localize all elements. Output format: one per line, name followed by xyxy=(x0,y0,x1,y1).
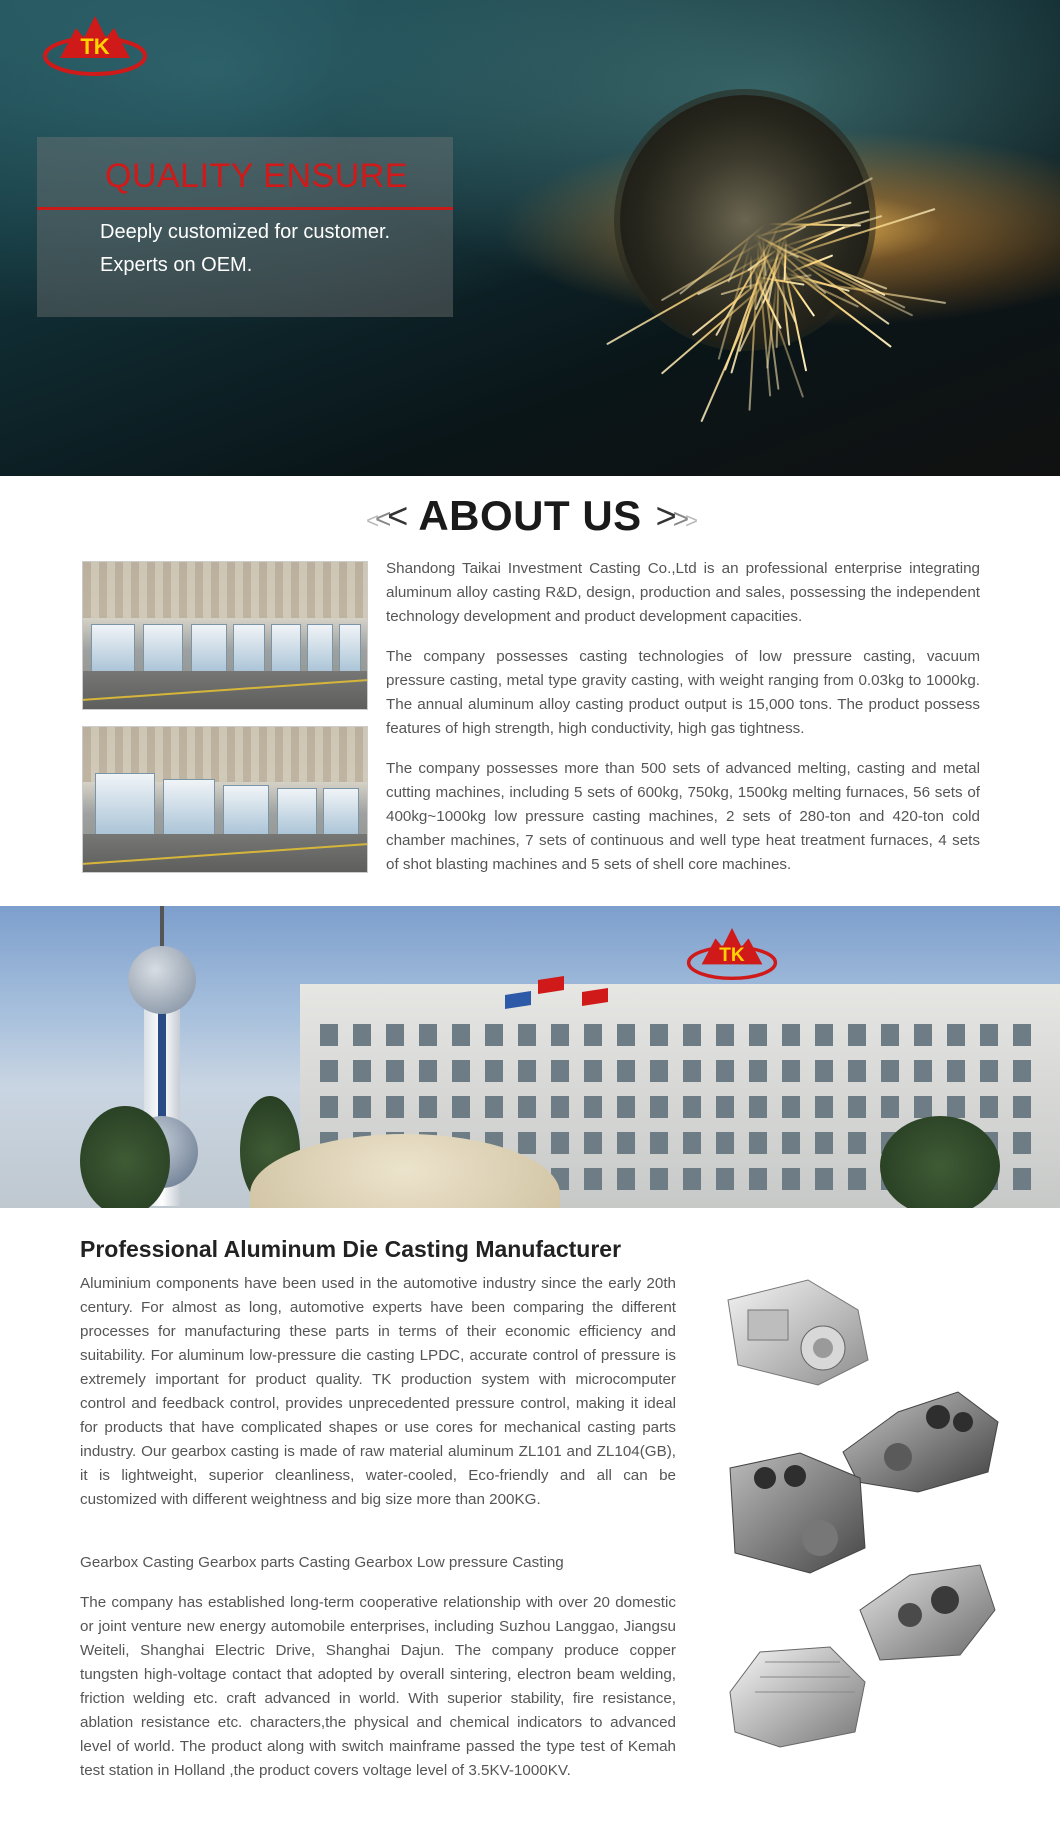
about-paragraph-1: Shandong Taikai Investment Casting Co.,Ltd is an professional enterprise integrating aluminum alloy casting R&D, design, production and sales, possessing the independent technology development and product development capacities. xyxy=(386,560,980,625)
factory-photo-1 xyxy=(82,561,368,710)
casting-part-icon xyxy=(718,1270,878,1390)
chevron-left-icon: <<< xyxy=(366,495,405,536)
svg-text:TK: TK xyxy=(719,944,745,966)
casting-part-icon xyxy=(720,1642,870,1752)
casting-part-icon xyxy=(850,1560,1000,1670)
tk-logo-icon xyxy=(686,926,778,982)
products-paragraph-1: Aluminium components have been used in the automotive industry since the early 20th century. For almost as long, automotive experts have been comparing the different processes for manufacturing these parts in terms of their economic efficiency and suitability. For aluminum low-pressure die casting LPDC, accurate control of pressure is extremely important for product quality. TK production system with microcomputer control and feedback control, provides unprecedented pressure control, making it ideal for products that have complicated shapes or use cores for mechanical casting parts industry. Our gearbox casting is made of raw material aluminum ZL101 and ZL104(GB), it is lightweight, superior cleanliness, water-cooled, Eco-friendly and all can be customized with different weightness and big size more than 200KG. xyxy=(80,1275,676,1508)
flag-icon xyxy=(538,976,564,994)
hero-line-2: Experts on OEM. xyxy=(100,254,253,276)
flag-icon xyxy=(582,988,608,1006)
about-paragraph-3: The company possesses more than 500 sets of advanced melting, casting and metal cutting machines, including 5 sets of 600kg, 750kg, 1500kg melting furnaces, 56 sets of 400kg~1000kg low pressure casting machines, 2 sets of 280-ton and 420-ton cold chamber machines, 7 sets of continuous and well type heat treatment furnaces, 4 sets of shot blasting machines and 5 sets of shell core machines. xyxy=(386,760,980,873)
chevron-right-icon: >>> xyxy=(655,495,694,536)
about-paragraph-2: The company possesses casting technologies of low pressure casting, vacuum pressure casting, metal type gravity casting, with weight ranging from 0.03kg to 1000kg. The annual aluminum alloy casting product output is 15,000 tons. The product possess features of high strength, high conductivity, high gas tightness. xyxy=(386,648,980,737)
factory-photo-2 xyxy=(82,726,368,873)
about-title: ABOUT US xyxy=(418,492,642,539)
products-title: Professional Aluminum Die Casting Manufacturer xyxy=(80,1236,622,1262)
svg-text:TK: TK xyxy=(80,34,110,59)
hero-caption-box xyxy=(37,137,453,317)
about-heading xyxy=(0,492,1060,544)
casting-part-icon xyxy=(720,1448,870,1578)
products-keywords: Gearbox Casting Gearbox parts Casting Gearbox Low pressure Casting xyxy=(80,1554,564,1571)
hero-banner xyxy=(0,0,1060,476)
flag-icon xyxy=(505,991,531,1009)
hero-title-rule xyxy=(37,207,453,210)
tk-logo-icon xyxy=(42,14,148,78)
company-building-photo xyxy=(0,906,1060,1208)
products-paragraph-2: The company has established long-term cooperative relationship with over 20 domestic or joint venture new energy automobile enterprises, including Suzhou Langgao, Jiangsu Weiteli, Shanghai Electric Drive, Shanghai Dajun. The company produce copper tungsten high-voltage contact that adopted by overall sintering, electron beam welding, friction welding etc. craft advanced in world. With superior stability, fire resistance, ablation resistance etc. characters,the physical and chemical indicators to advanced level of world. The product along with switch mainframe passed the type test of Kemah test station in Holland ,the product covers voltage level of 3.5KV-1000KV. xyxy=(80,1594,676,1779)
hero-line-1: Deeply customized for customer. xyxy=(100,221,391,243)
gearbox-castings-image xyxy=(710,1270,1010,1770)
hero-title: QUALITY ENSURE xyxy=(105,157,409,195)
